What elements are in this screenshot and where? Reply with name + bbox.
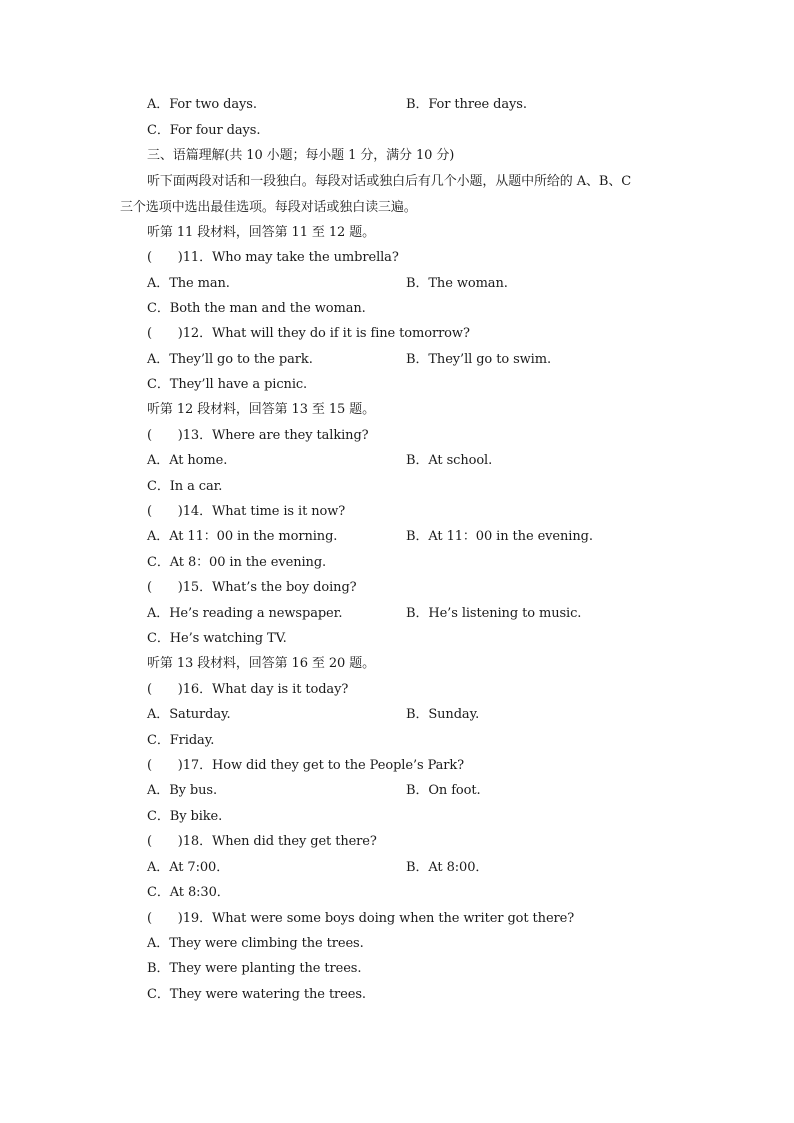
question-18-option-a: A．At 7:00． <box>147 860 230 875</box>
question-15-option-b: B．He’s listening to music. <box>406 606 582 621</box>
section-instruction-line-1: 听下面两段对话和一段独白。每段对话或独白后有几个小题，从题中所给的 A、B、C <box>147 174 632 189</box>
question-13-option-c: C．In a car. <box>147 479 223 494</box>
question-12-option-c: C．They’ll have a picnic. <box>147 377 308 392</box>
material-13-intro: 听第 13 段材料，回答第 16 至 20 题。 <box>147 656 376 671</box>
question-15-option-c: C．He’s watching TV. <box>147 631 287 646</box>
question-18-option-c: C．At 8:30． <box>147 885 230 900</box>
prev-option-c: C．For four days. <box>147 123 261 138</box>
question-17-option-c: C．By bike. <box>147 809 223 824</box>
question-14: ( )14．What time is it now? <box>147 504 346 519</box>
question-16: ( )16．What day is it today? <box>147 682 349 697</box>
prev-option-a: A．For two days. <box>147 97 257 112</box>
question-17-option-b: B．On foot. <box>406 783 481 798</box>
material-11-intro: 听第 11 段材料，回答第 11 至 12 题。 <box>147 225 376 240</box>
question-12-option-b: B．They’ll go to swim. <box>406 352 551 367</box>
section-heading: 三、语篇理解(共 10 小题；每小题 1 分，满分 10 分) <box>147 148 455 163</box>
question-18-option-b: B．At 8:00． <box>406 860 489 875</box>
question-15: ( )15．What’s the boy doing? <box>147 580 357 595</box>
question-17: ( )17．How did they get to the People’s Park? <box>147 758 465 773</box>
question-11: ( )11．Who may take the umbrella? <box>147 250 399 265</box>
section-instruction-line-2: 三个选项中选出最佳选项。每段对话或独白读三遍。 <box>120 200 417 215</box>
question-19-option-a: A．They were climbing the trees. <box>147 936 364 951</box>
question-16-option-c: C．Friday. <box>147 733 215 748</box>
question-11-option-c: C．Both the man and the woman. <box>147 301 366 316</box>
question-13-option-a: A．At home. <box>147 453 228 468</box>
question-11-option-b: B．The woman. <box>406 276 508 291</box>
question-14-option-b: B．At 11：00 in the evening. <box>406 529 593 544</box>
question-16-option-b: B．Sunday. <box>406 707 480 722</box>
question-13-option-b: B．At school. <box>406 453 493 468</box>
question-12-option-a: A．They’ll go to the park. <box>147 352 313 367</box>
question-12: ( )12．What will they do if it is fine tomorrow? <box>147 326 470 341</box>
question-19: ( )19．What were some boys doing when the writer got there? <box>147 911 575 926</box>
question-19-option-c: C．They were watering the trees. <box>147 987 366 1002</box>
question-18: ( )18．When did they get there? <box>147 834 377 849</box>
question-14-option-a: A．At 11：00 in the morning. <box>147 529 338 544</box>
question-16-option-a: A．Saturday. <box>147 707 231 722</box>
question-17-option-a: A．By bus. <box>147 783 218 798</box>
question-13: ( )13．Where are they talking? <box>147 428 369 443</box>
material-12-intro: 听第 12 段材料，回答第 13 至 15 题。 <box>147 402 376 417</box>
question-11-option-a: A．The man. <box>147 276 230 291</box>
question-14-option-c: C．At 8：00 in the evening. <box>147 555 327 570</box>
question-15-option-a: A．He’s reading a newspaper. <box>147 606 343 621</box>
question-19-option-b: B．They were planting the trees. <box>147 961 362 976</box>
prev-option-b: B．For three days. <box>406 97 527 112</box>
